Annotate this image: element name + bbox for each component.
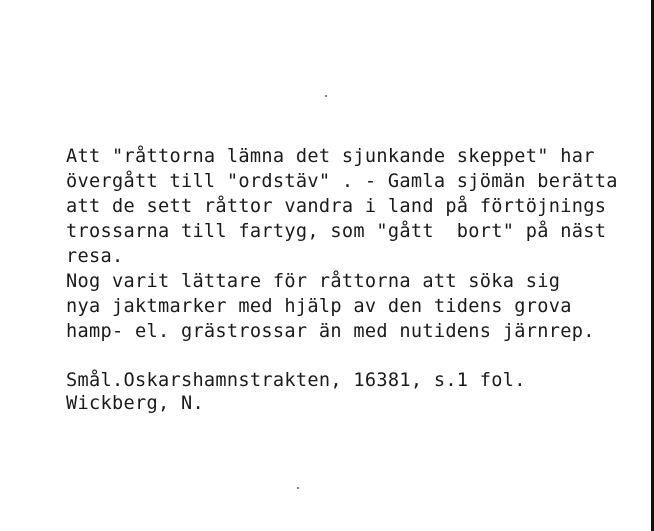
text-line: övergått till "ordstäv" . - Gamla sjömän berätta bbox=[66, 171, 618, 192]
text-line: trossarna till fartyg, som "gått bort" på näst bbox=[66, 221, 607, 242]
text-line: Att "råttorna lämna det sjunkande skeppet" har bbox=[66, 146, 595, 167]
citation-author-line: Wickberg, N. bbox=[66, 393, 204, 414]
paper-speck bbox=[325, 95, 327, 97]
record-text bbox=[66, 144, 654, 344]
text-line: nya jaktmarker med hjälp av den tidens grova bbox=[66, 296, 572, 317]
source-citation bbox=[66, 369, 654, 415]
paper-speck bbox=[297, 487, 299, 489]
text-line: att de sett råttor vandra i land på förtöjnings bbox=[66, 196, 607, 217]
text-line: resa. bbox=[66, 246, 124, 267]
text-line: hamp- el. grästrossar än med nutidens järnrep. bbox=[66, 321, 595, 342]
citation-place-line: Smål.Oskarshamnstrakten, 16381, s.1 fol. bbox=[66, 370, 526, 391]
text-line: Nog varit lättare för råttorna att söka sig bbox=[66, 271, 561, 292]
